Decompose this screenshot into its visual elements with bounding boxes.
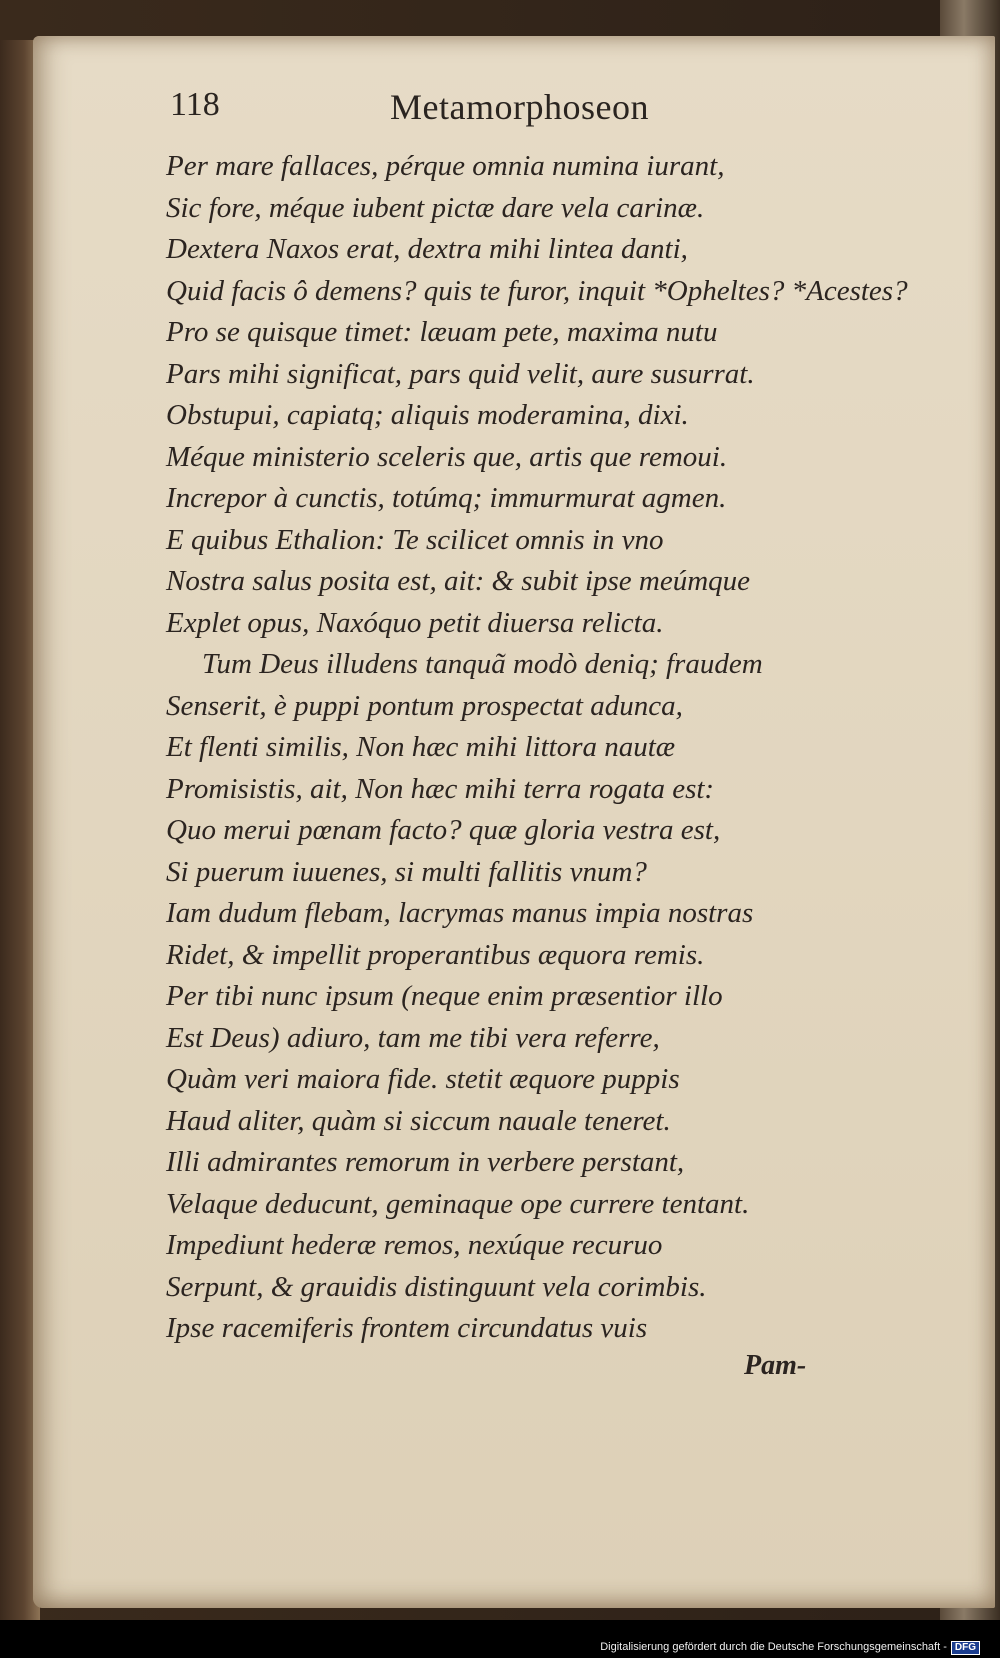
verse-line: Increpor à cunctis, totúmq; immurmurat agmen. [166,482,727,514]
verse-line: Per tibi nunc ipsum (neque enim præsentior illo [166,980,723,1012]
verse-line: Tum Deus illudens tanquã modò deniq; fraudem [202,648,763,680]
verse-line: Est Deus) adiuro, tam me tibi vera referre, [166,1021,660,1054]
verse-line: Ridet, & impellit properantibus æquora remis. [166,938,705,971]
verse-line: Illi admirantes remorum in verbere perstant, [166,1146,685,1178]
verse-line: Nostra salus posita est, ait: & subit ipse meúmque [166,565,751,597]
running-title: Metamorphoseon [390,87,649,127]
verse-line: Velaque deducunt, geminaque ope currere tentant. [166,1187,750,1220]
dfg-logo: DFG [951,1641,980,1655]
verse-line: Sic fore, méque iubent pictæ dare vela carinæ. [166,191,705,224]
page-header [170,86,790,136]
verse-line: Per mare fallaces, pérque omnia numina iurant, [166,150,725,182]
verse-line: Quo merui pœnam facto? quæ gloria vestra est, [166,814,721,846]
verse-line: Explet opus, Naxóquo petit diuersa relicta. [166,606,664,639]
verse-line: Si puerum iuuenes, si multi fallitis vnum? [166,855,647,888]
verse-line: Obstupui, capiatq; aliquis moderamina, dixi. [166,399,689,431]
catchword: Pam- [744,1350,807,1381]
verse-line: Quàm veri maiora fide. stetit æquore puppis [166,1063,680,1095]
verse-line: Et flenti similis, Non hæc mihi littora nautæ [166,731,676,763]
verse-line: Pro se quisque timet: læuam pete, maxima nutu [166,316,718,348]
page-number: 118 [170,86,220,123]
verse-line: Dextera Naxos erat, dextra mihi lintea danti, [166,233,688,265]
verse-line: Senserit, è puppi pontum prospectat adunca, [166,689,683,722]
verse-line: Ipse racemiferis frontem circundatus vuis [166,1312,648,1344]
verse-line: Promisistis, ait, Non hæc mihi terra rogata est: [166,772,715,805]
verse-line: Pars mihi significat, pars quid velit, aure susurrat. [166,357,755,390]
verse-line: Méque ministerio sceleris que, artis que remoui. [166,440,728,473]
verse-line: Serpunt, & grauidis distinguunt vela corimbis. [166,1270,707,1303]
verse-block [166,146,986,1350]
verse-line: Iam dudum flebam, lacrymas manus impia nostras [166,897,754,929]
verse-line: Impediunt hederæ remos, nexúque recuruo [166,1229,663,1261]
footer-credit-text: Digitalisierung gefördert durch die Deutsche Forschungsgemeinschaft - [600,1641,947,1653]
verse-line: E quibus Ethalion: Te scilicet omnis in vno [166,523,664,556]
verse-line: Haud aliter, quàm si siccum nauale teneret. [166,1104,671,1137]
footer-credit [600,1641,980,1655]
verse-line: Quid facis ô demens? quis te furor, inquit *Opheltes? *Acestes? [166,274,908,307]
